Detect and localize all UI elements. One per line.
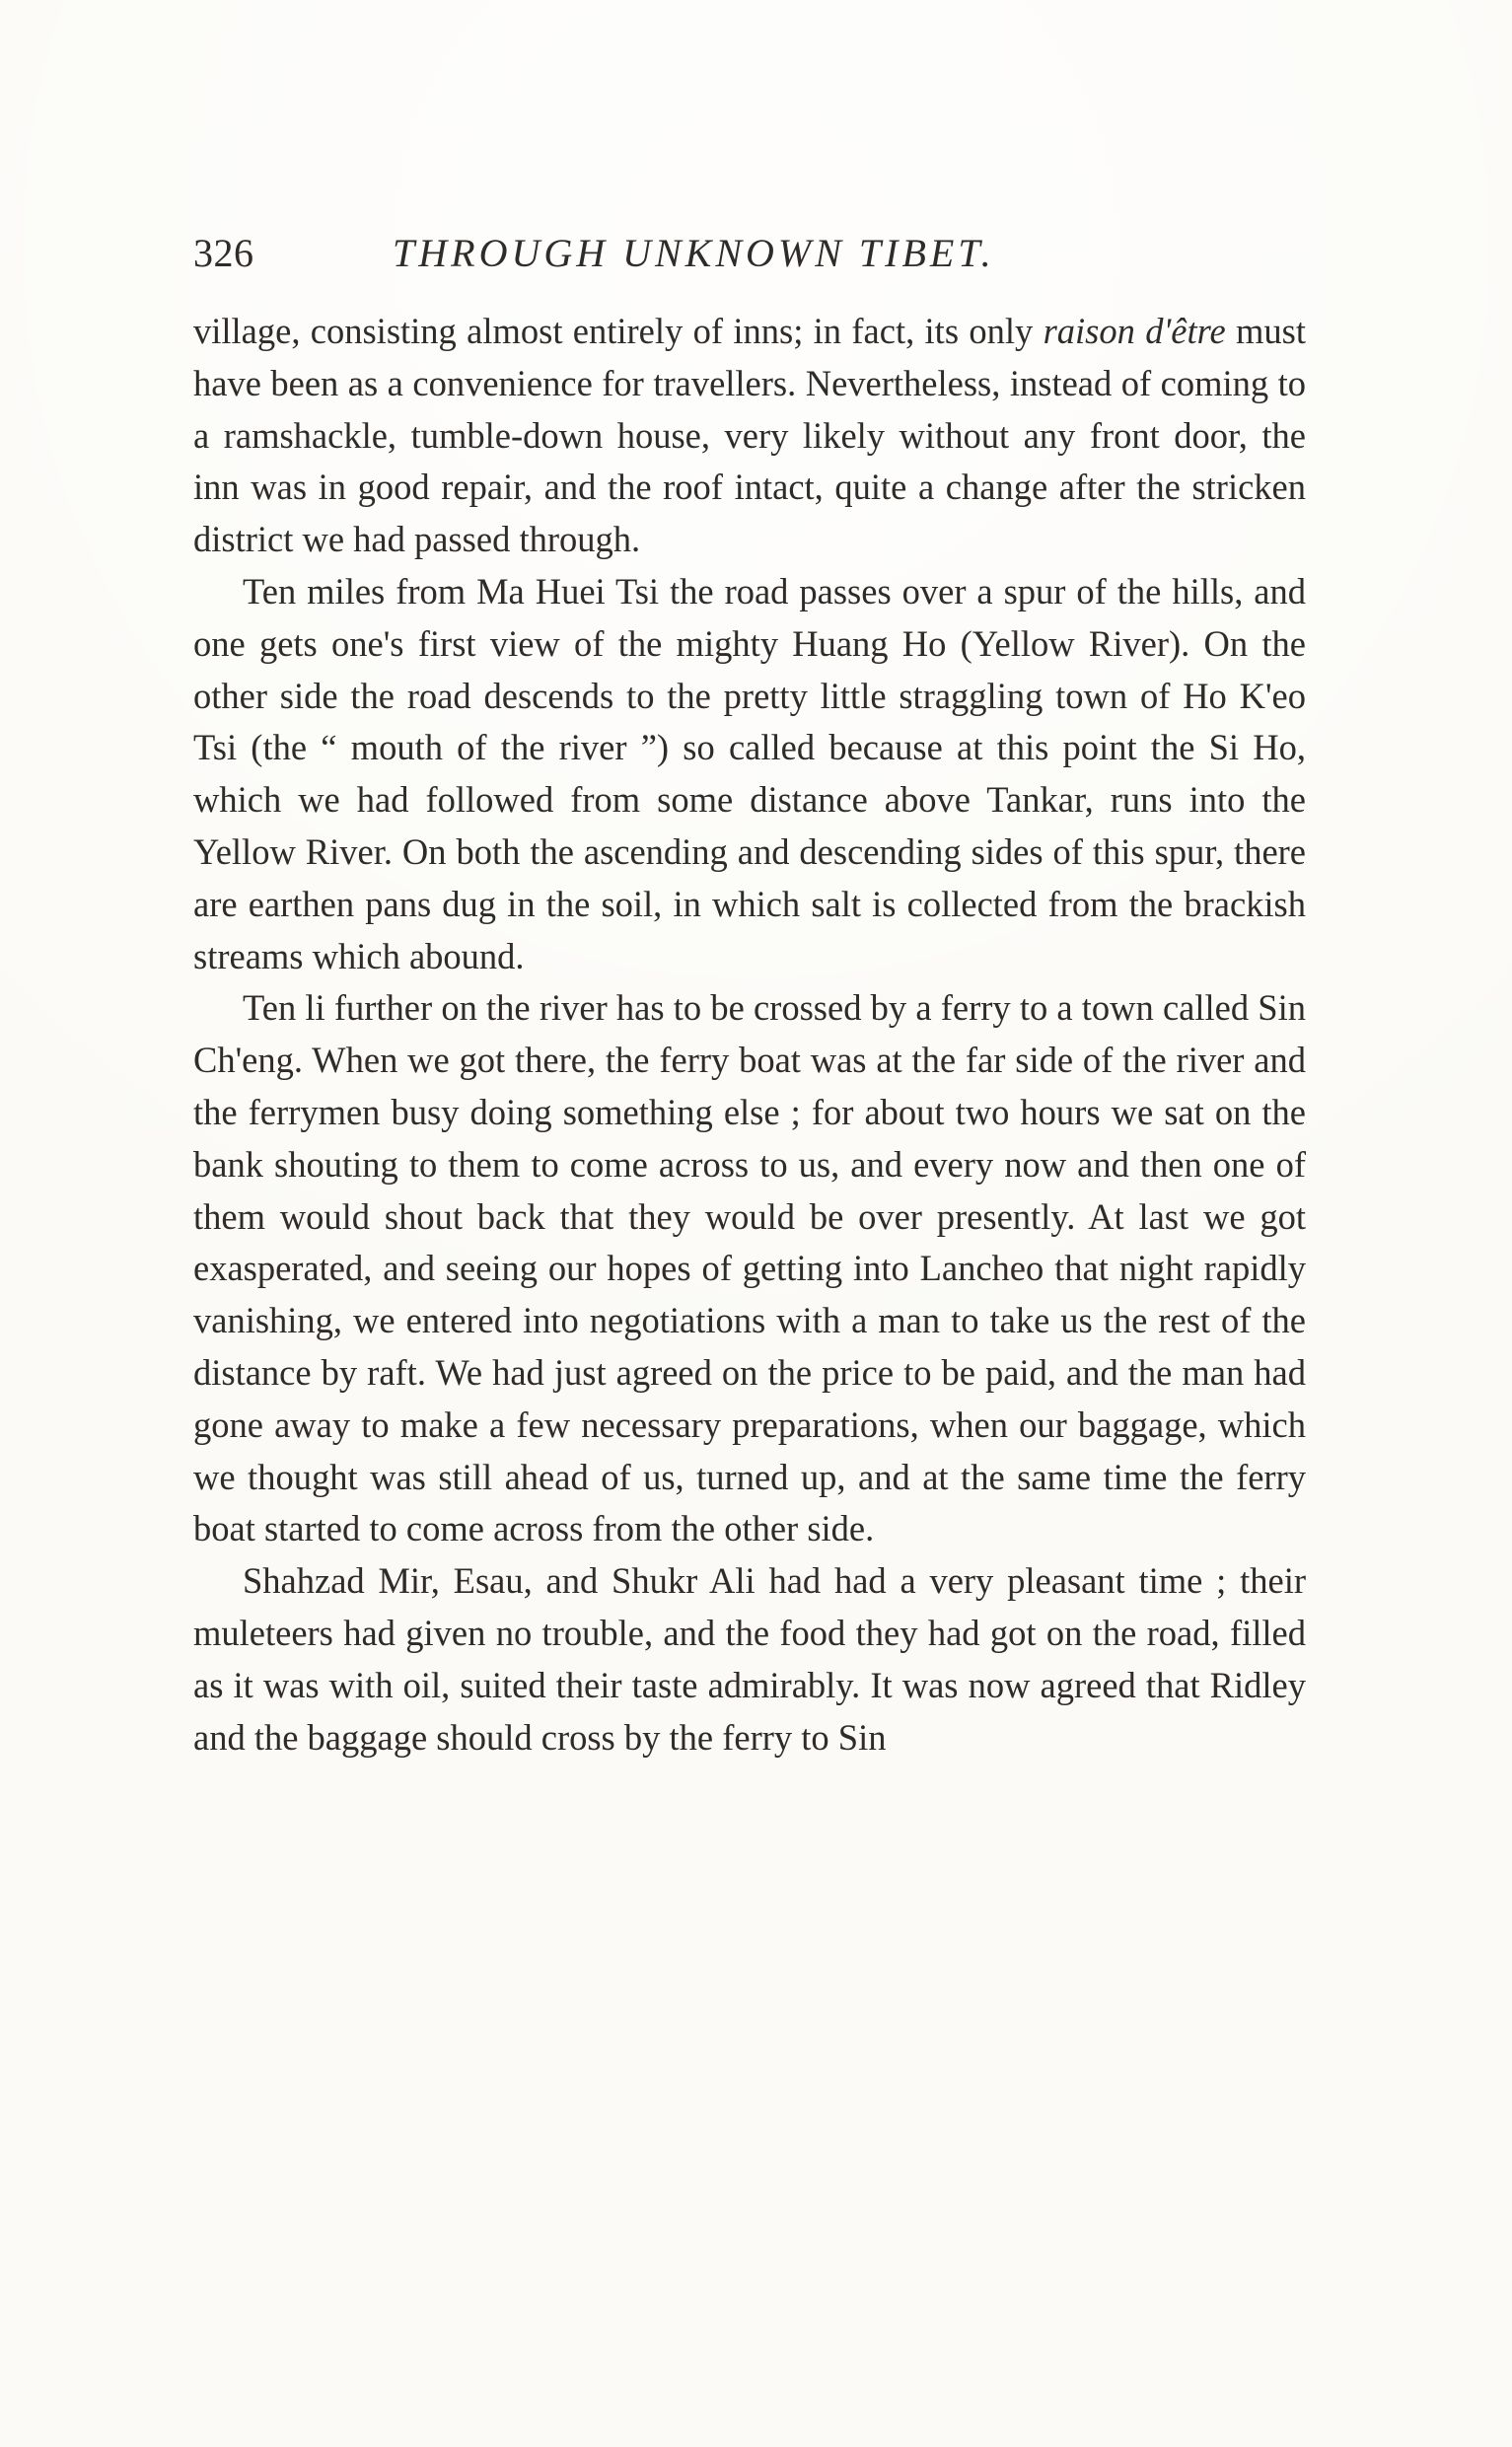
- italic-phrase: raison d'être: [1043, 311, 1226, 351]
- paragraph-ferry-crossing: Ten li further on the river has to be crossed by a ferry to a town called Sin Ch'eng. When we got there, the ferry boat was at the far side of the river and the ferrymen busy doing something else ; for about two hours we sat on the bank shouting to them to come across to us, and every now and then one of them would shout back that they would be over presently. At last we got exasperated, and seeing our hopes of getting into Lancheo that night rapidly vanishing, we entered into negotiations with a man to take us the rest of the distance by raft. We had just agreed on the price to be paid, and the man had gone away to make a few necessary preparations, when our baggage, which we thought was still ahead of us, turned up, and at the same time the ferry boat started to come across from the other side.: [193, 987, 1306, 1549]
- paragraph-text-end: must have been as a convenience for travellers. Nevertheless, instead of coming to a ramshackle, tumble-down house, very likely without any front door, the inn was in good repair, and the roof intact, quite a change after the stricken district we had passed through.: [193, 311, 1306, 560]
- paragraph-huang-ho: Ten miles from Ma Huei Tsi the road passes over a spur of the hills, and one gets one's first view of the mighty Huang Ho (Yellow River). On the other side the road descends to the pretty little straggling town of Ho K'eo Tsi (the “ mouth of the river ”) so called because at this point the Si Ho, which we had followed from some distance above Tankar, runs into the Yellow River. On both the ascending and descending sides of this spur, there are earthen pans dug in the soil, in which salt is collected from the brackish streams which abound.: [193, 570, 1306, 976]
- paragraph-text-start: village, consisting almost entirely of inns; in fact, its only: [193, 311, 1044, 351]
- running-title: THROUGH UNKNOWN TIBET.: [393, 231, 995, 275]
- page-number: 326: [193, 231, 254, 275]
- page-body-text: [193, 306, 1306, 1763]
- running-head: [193, 223, 1318, 284]
- paragraph-village-inn: [193, 306, 1306, 566]
- paragraph-baggage-arrives: Shahzad Mir, Esau, and Shukr Ali had had a very pleasant time ; their muleteers had given no trouble, and the food they had got on the road, filled as it was with oil, suited their taste admirably. It was now agreed that Ridley and the baggage should cross by the ferry to Sin: [193, 1560, 1306, 1758]
